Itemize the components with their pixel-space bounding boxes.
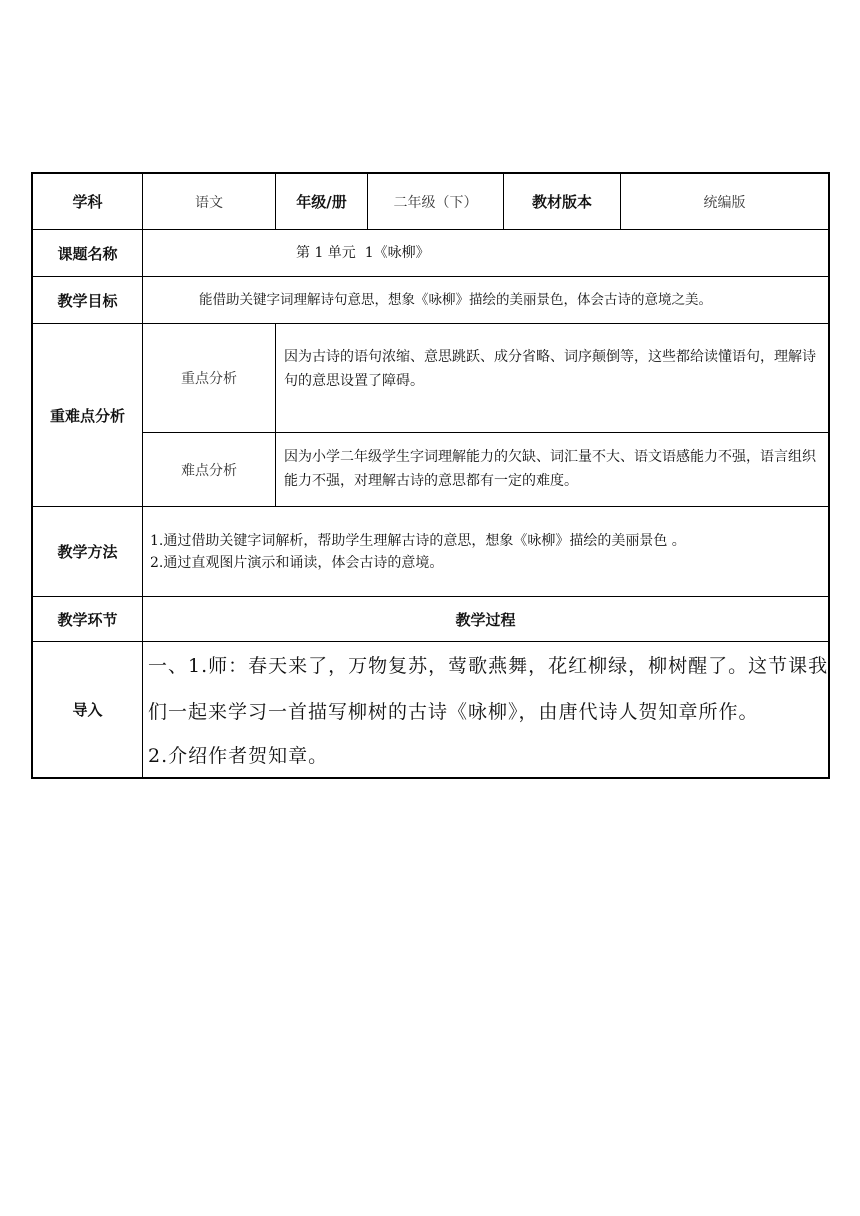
method-line-1: 1.通过借助关键字词解析，帮助学生理解古诗的意思，想象《咏柳》描绘的美丽景色 。 [150, 533, 686, 549]
intro-line-1: 一、1.师：春天来了，万物复苏，莺歌燕舞，花红柳绿，柳树醒了。这节课我 [148, 655, 829, 677]
goal-value: 能借助关键字词理解诗句意思，想象《咏柳》描绘的美丽景色，体会古诗的意境之美。 [199, 292, 712, 308]
method-line-2: 2.通过直观图片演示和诵读，体会古诗的意境。 [150, 555, 444, 571]
intro-label: 导入 [72, 701, 103, 719]
edition-value: 统编版 [703, 194, 746, 211]
topic-value: 第 1 单元 1《咏柳》 [296, 245, 430, 261]
col-divider-analysis [275, 323, 276, 506]
key-label: 重点分析 [181, 371, 237, 387]
key-value: 因为古诗的语句浓缩、意思跳跃、成分省略、词序颠倒等，这些都给读懂语句，理解诗句的意思设置了障碍。 [284, 349, 816, 389]
intro-line-3: 2.介绍作者贺知章。 [148, 745, 329, 767]
row-line-7 [31, 641, 830, 642]
edition-label: 教材版本 [531, 193, 592, 211]
subject-value: 语文 [195, 194, 223, 211]
subject-label: 学科 [72, 193, 103, 211]
row-line-1 [31, 229, 830, 230]
grade-value: 二年级（下） [393, 194, 478, 211]
method-label: 教学方法 [57, 543, 118, 561]
hard-label: 难点分析 [181, 462, 237, 479]
goal-label: 教学目标 [57, 291, 118, 310]
topic-label: 课题名称 [57, 244, 118, 263]
row-line-5 [31, 506, 830, 507]
difficulty-label: 重难点分析 [49, 406, 125, 425]
step-label: 教学环节 [57, 610, 118, 629]
row-line-2 [31, 276, 830, 277]
process-label: 教学过程 [455, 610, 516, 629]
hard-value: 因为小学二年级学生字词理解能力的欠缺、词汇量不大、语文语感能力不强，语言组织能力不强，对理解古诗的意思都有一定的难度。 [284, 449, 816, 489]
intro-line-2: 们一起来学习一首描写柳树的古诗《咏柳》，由唐代诗人贺知章所作。 [148, 701, 759, 723]
grade-label: 年级/册 [296, 193, 347, 211]
table-border-right [828, 172, 830, 779]
